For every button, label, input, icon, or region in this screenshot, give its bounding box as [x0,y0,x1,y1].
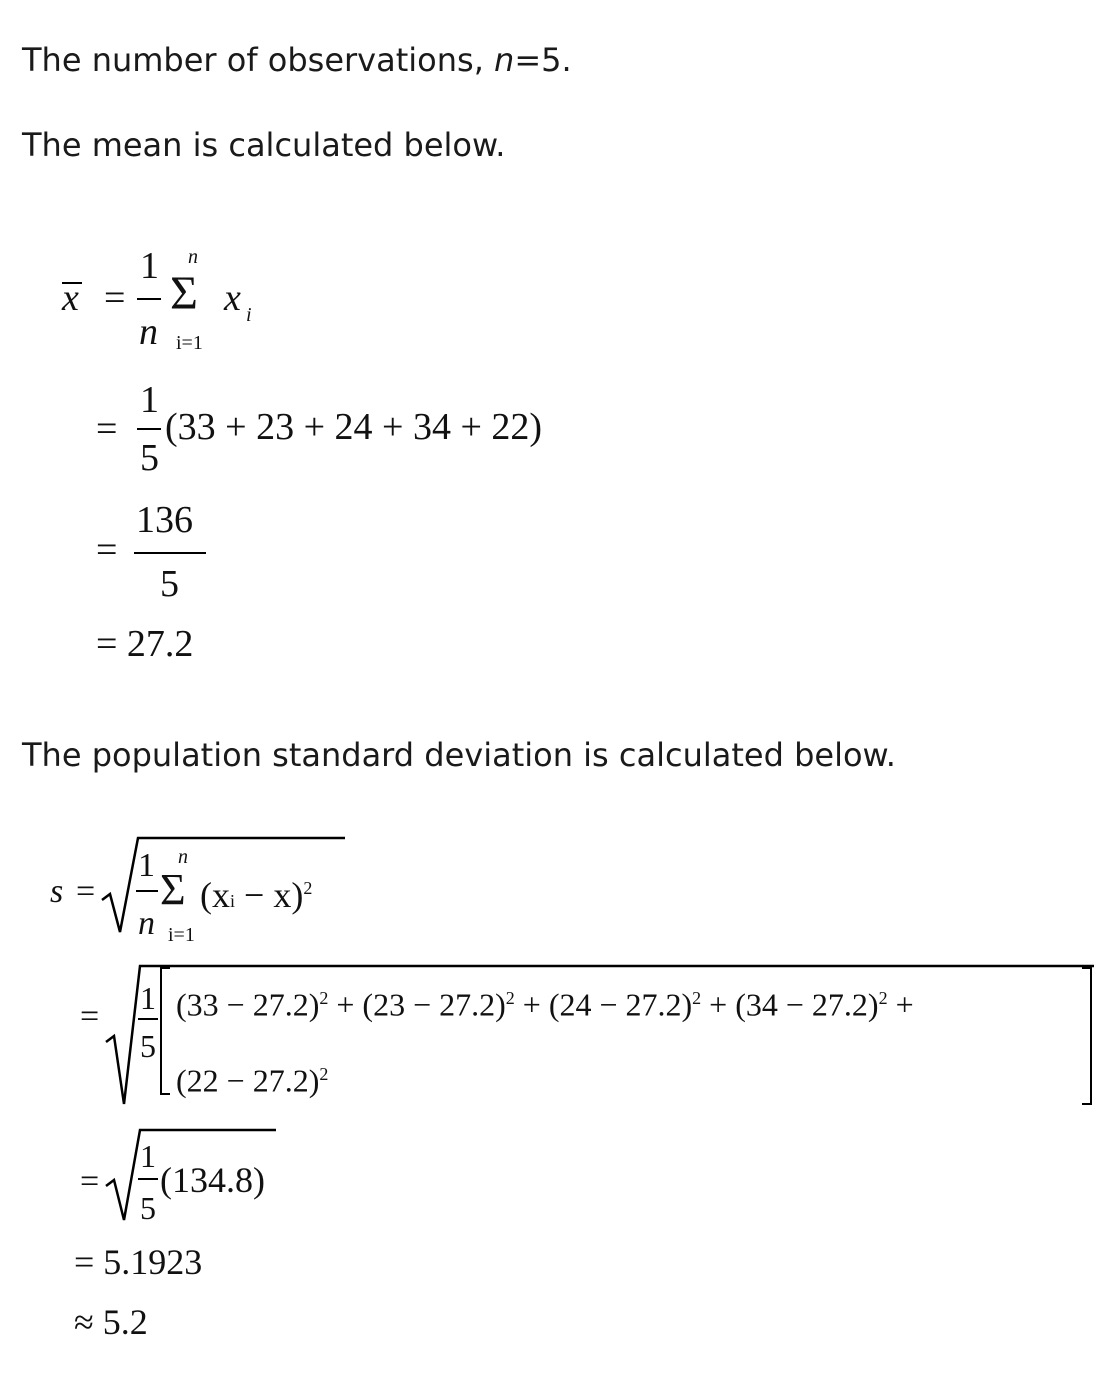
sd-frac-den: n [138,905,155,942]
mean-frac2-num: 1 [140,379,159,421]
mean-frac2-bar [137,428,161,430]
sum-expression: (33 + 23 + 24 + 34 + 22) [165,406,543,448]
sd2-frac-num: 1 [140,980,156,1016]
mean-frac3-den: 5 [160,563,179,605]
sd-frac-num: 1 [138,847,155,884]
xbar-symbol: x [62,277,79,319]
sd-sum-upper: n [178,846,188,868]
x-i: x [224,277,241,319]
sd-intro-text: The population standard deviation is calculated below. [22,736,896,774]
sd-result-exact: = 5.1923 [74,1242,203,1282]
squared-terms-row2: $(22 - 27.2)^2$ [176,1062,329,1099]
sum-upper-limit: n [188,246,198,268]
term-4: + (34 − 27.2) [701,986,879,1023]
term-3: + (24 − 27.2) [514,986,693,1023]
mean-equals-3: = [96,529,118,571]
sd3-frac-num: 1 [140,1138,156,1174]
mean-equals-1: = [104,277,126,319]
s-symbol: s [50,873,64,910]
sd-equals-3: = [80,1163,100,1200]
sum-of-squares: (134.8) [160,1160,265,1200]
mean-frac2-den: 5 [140,437,159,479]
sd3-frac-bar [138,1178,158,1180]
observations-text: The number of observations, n=5. [22,41,572,79]
mean-frac3-num: 136 [136,499,193,541]
right-bracket [1080,966,1094,1106]
term-5: (22 − 27.2) [176,1062,320,1099]
sd-equals-1: = [76,873,96,910]
mean-result: = 27.2 [96,623,194,665]
mean-frac-bar [137,298,161,300]
squared-terms-row1: $(33 - 27.2)^2 + (23 - 27.2)^2 + (24 - 27.2)^2 + (34 - 27.2)^2$ + [176,986,914,1023]
x-i-subscript: i [246,304,252,326]
sigma-symbol: Σ [170,267,198,320]
sd-frac-bar [136,890,158,892]
sd2-frac-den: 5 [140,1028,156,1064]
row1-plus: + [887,986,914,1023]
mean-frac-num: 1 [140,245,159,287]
sd3-frac-den: 5 [140,1190,156,1226]
mean-frac-den: n [139,311,158,353]
sd2-frac-bar [138,1018,158,1020]
mean-intro-text: The mean is calculated below. [22,126,506,164]
xbar-overline [62,282,82,284]
sd-sum-lower: i=1 [168,924,195,946]
sd-equals-2: = [80,998,100,1035]
term-2: + (23 − 27.2) [328,986,506,1023]
deviation-term: (xi − x)$^2$ [200,875,313,915]
sum-lower-limit: i=1 [176,332,203,354]
mean-equals-2: = [96,408,118,450]
left-bracket [158,966,172,1096]
mean-frac3-bar [134,552,206,554]
sd-sigma-symbol: Σ [160,865,186,914]
sd-result-approx: ≈ 5.2 [74,1302,148,1342]
term-1: (33 − 27.2) [176,986,320,1023]
